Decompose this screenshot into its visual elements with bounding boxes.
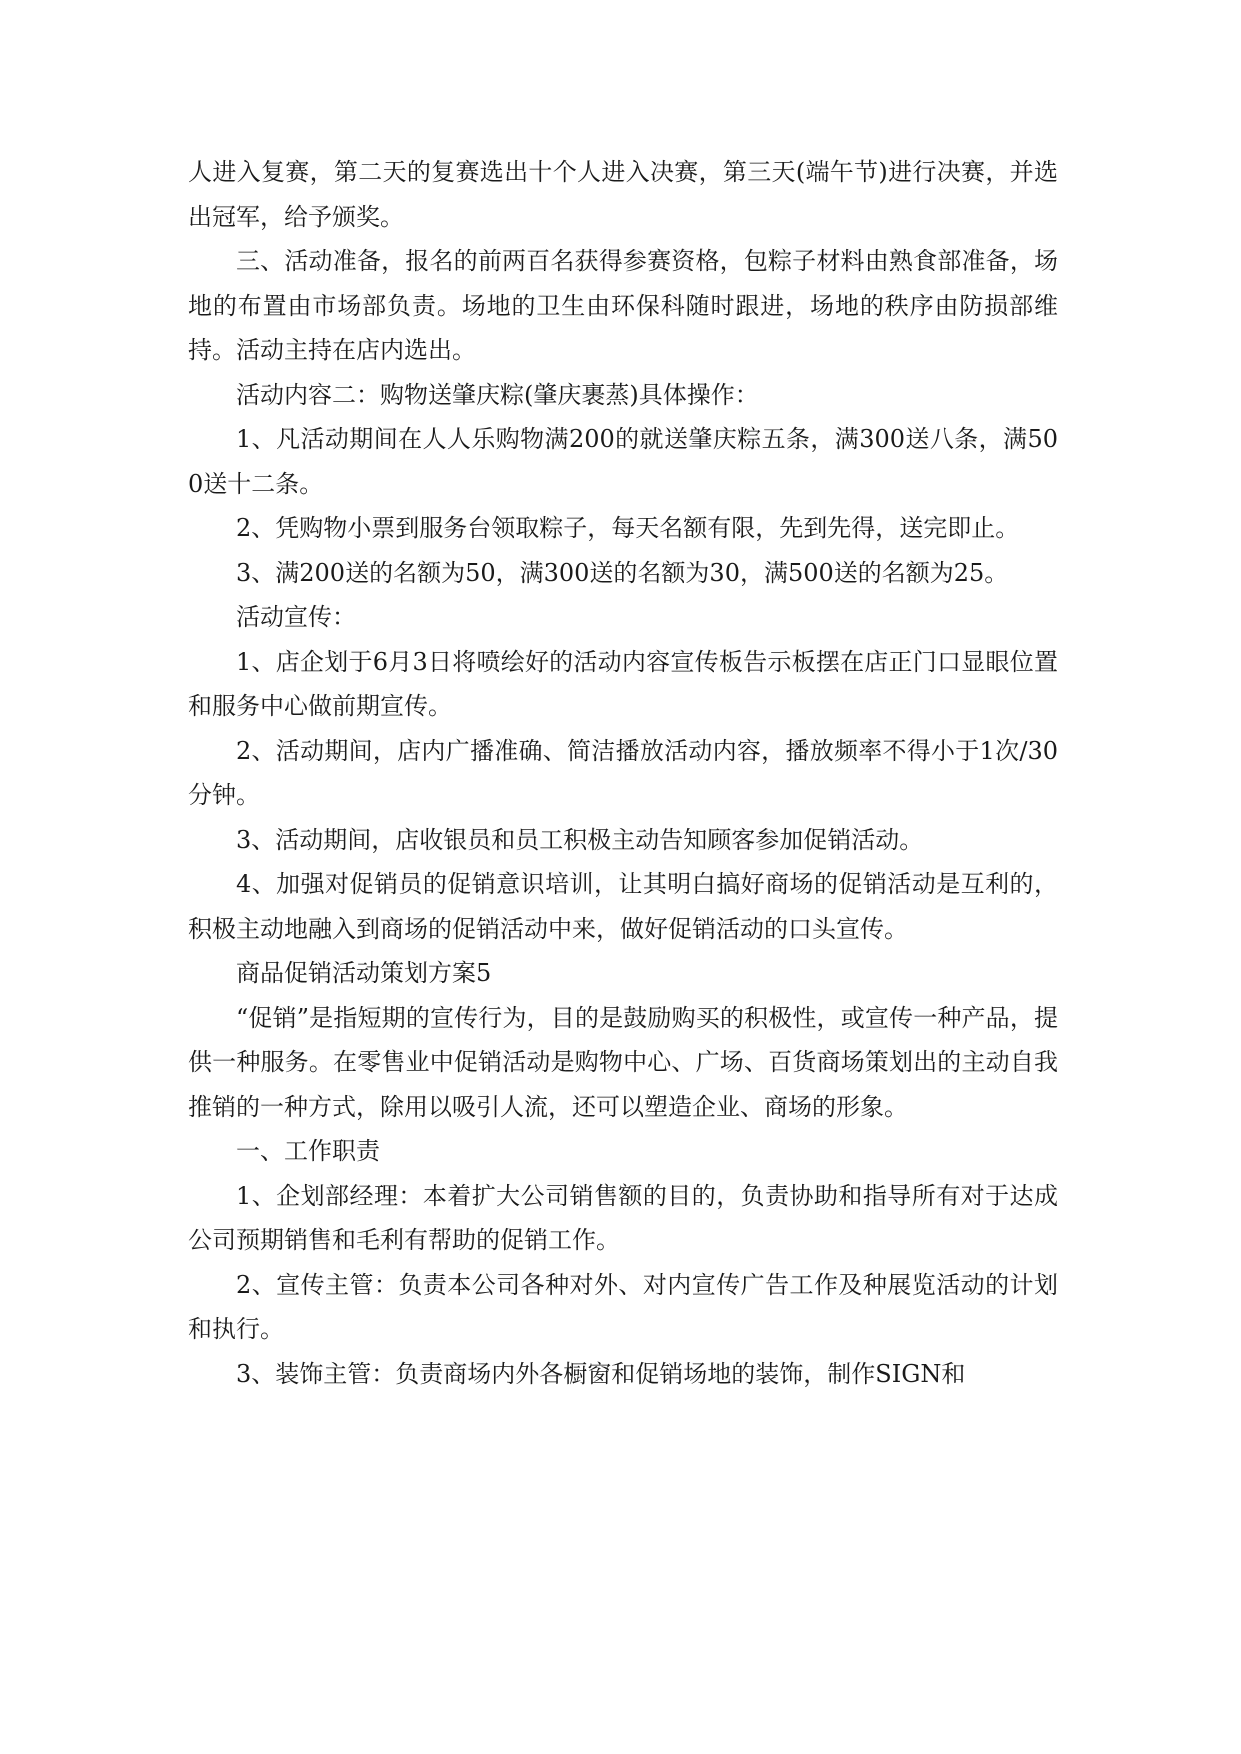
paragraph-publicity-1: 1、店企划于6月3日将喷绘好的活动内容宣传板告示板摆在店正门口显眼位置和服务中心做前期宣传。 <box>188 647 1058 720</box>
paragraph-item-2: 2、凭购物小票到服务台领取粽子，每天名额有限，先到先得，送完即止。 <box>236 514 1020 542</box>
paragraph-activity-content-two: 活动内容二：购物送肇庆粽(肇庆裹蒸)具体操作： <box>236 380 759 409</box>
paragraph-activity-preparation: 三、活动准备，报名的前两百名获得参赛资格，包粽子材料由熟食部准备，场地的布置由市场部负责。场地的卫生由环保科随时跟进，场地的秩序由防损部维持。活动主持在店内选出。 <box>188 247 1058 364</box>
paragraph-publicity-2: 2、活动期间，店内广播准确、简洁播放活动内容，播放频率不得小于1次/30分钟。 <box>188 736 1058 809</box>
paragraph-duty-3: 3、装饰主管：负责商场内外各橱窗和促销场地的装饰，制作SIGN和 <box>236 1359 966 1388</box>
paragraph-duty-2: 2、宣传主管：负责本公司各种对外、对内宣传广告工作及种展览活动的计划和执行。 <box>188 1270 1058 1343</box>
paragraph-publicity-heading: 活动宣传： <box>236 603 356 631</box>
paragraph-item-1: 1、凡活动期间在人人乐购物满200的就送肇庆粽五条，满300送八条，满500送十二条。 <box>188 425 1058 498</box>
paragraph-duty-1: 1、企划部经理：本着扩大公司销售额的目的，负责协助和指导所有对于达成公司预期销售和毛利有帮助的促销工作。 <box>188 1181 1058 1254</box>
document-body <box>188 150 1058 1396</box>
paragraph-promotion-definition: “促销”是指短期的宣传行为，目的是鼓励购买的积极性，或宣传一种产品，提供一种服务。在零售业中促销活动是购物中心、广场、百货商场策划出的主动自我推销的一种方式，除用以吸引人流，还可以塑造企业、商场的形象。 <box>188 1003 1058 1121</box>
section-title-plan-5: 商品促销活动策划方案5 <box>236 959 492 987</box>
paragraph-publicity-4: 4、加强对促销员的促销意识培训，让其明白搞好商场的促销活动是互利的，积极主动地融入到商场的促销活动中来，做好促销活动的口头宣传。 <box>188 870 1058 943</box>
paragraph-publicity-3: 3、活动期间，店收银员和员工积极主动告知顾客参加促销活动。 <box>236 825 924 854</box>
section-heading-duties: 一、工作职责 <box>236 1137 380 1165</box>
paragraph-continuation: 人进入复赛，第二天的复赛选出十个人进入决赛，第三天(端午节)进行决赛，并选出冠军，给予颁奖。 <box>188 158 1058 231</box>
paragraph-item-3: 3、满200送的名额为50，满300送的名额为30，满500送的名额为25。 <box>236 558 1009 587</box>
